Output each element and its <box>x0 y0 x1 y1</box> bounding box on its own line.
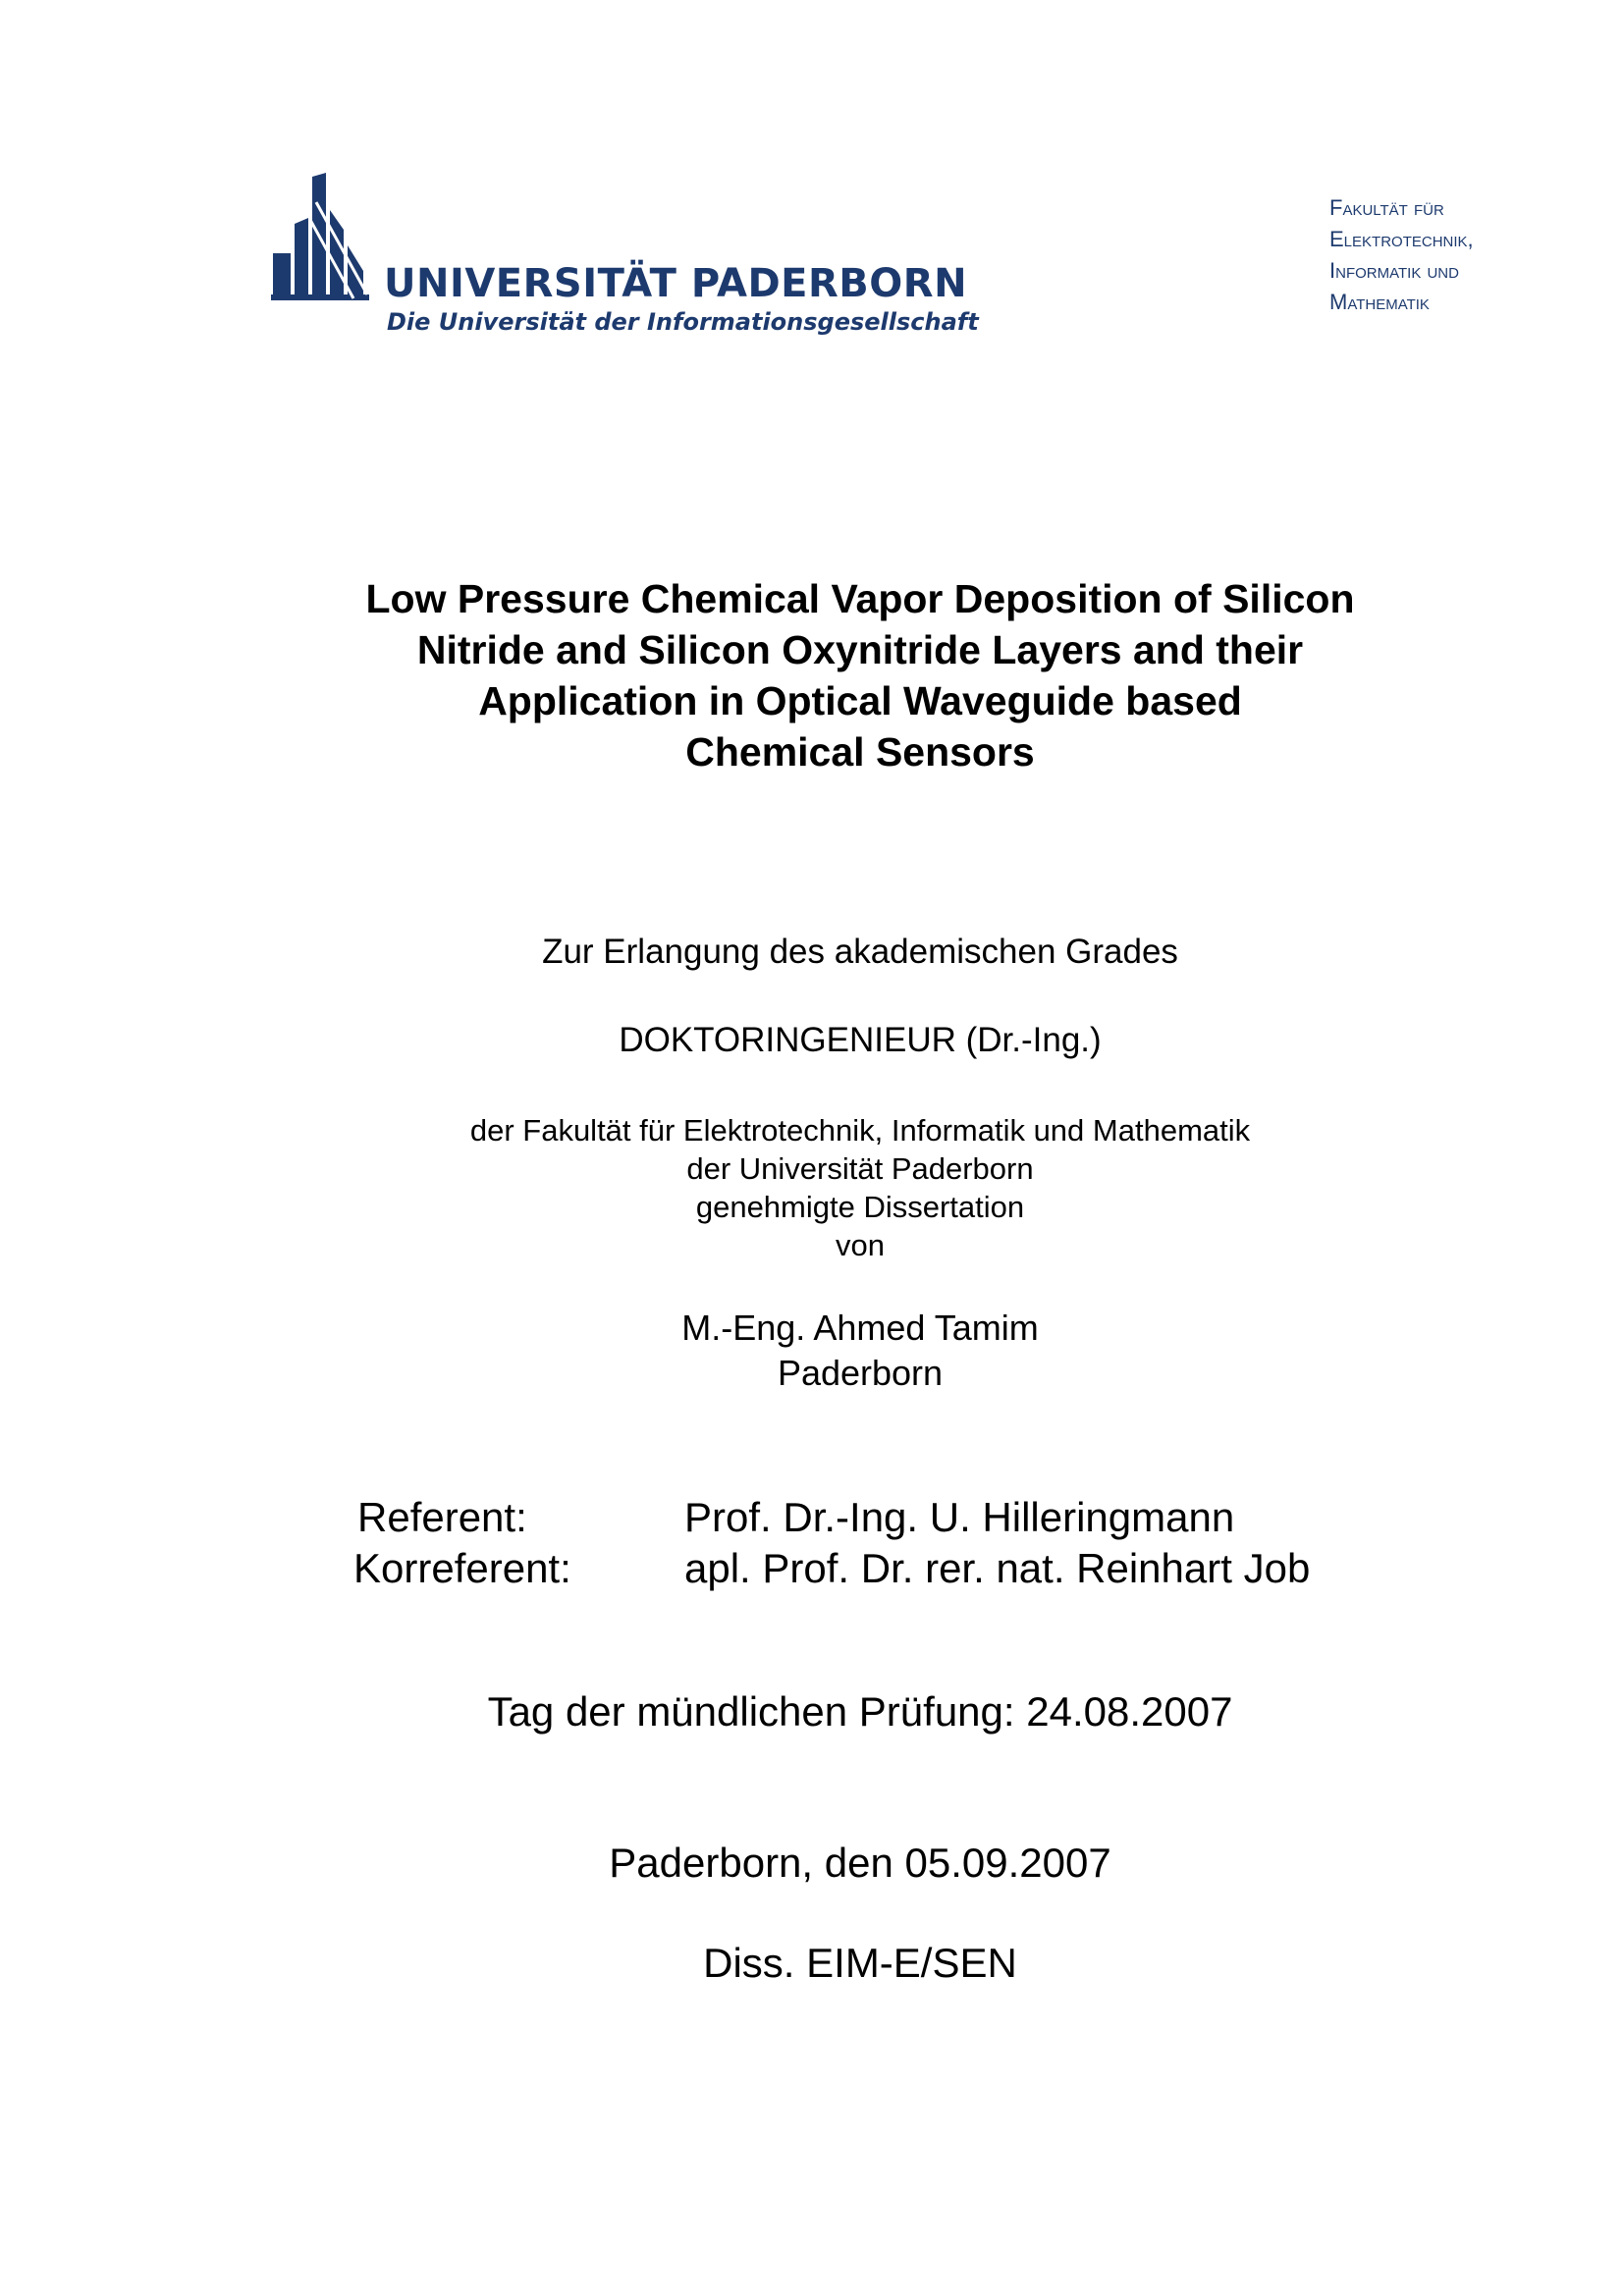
oral-exam-date: Tag der mündlichen Prüfung: 24.08.2007 <box>487 1688 1233 1735</box>
title-line: Low Pressure Chemical Vapor Deposition of Silicon <box>365 576 1355 621</box>
faculty-label <box>1329 192 1565 318</box>
approval-statement <box>271 1111 1449 1264</box>
approval-line: der Fakultät für Elektrotechnik, Informatik und Mathematik <box>469 1113 1251 1148</box>
approval-line: genehmigte Dissertation <box>695 1190 1025 1224</box>
faculty-line: Informatik und <box>1329 258 1459 283</box>
title-line: Chemical Sensors <box>685 729 1035 774</box>
faculty-line: Elektrotechnik, <box>1329 227 1474 251</box>
place-and-date: Paderborn, den 05.09.2007 <box>609 1840 1111 1886</box>
university-tagline: Die Universität der Informationsgesellschaft <box>387 308 979 336</box>
referee-role: Referent: <box>357 1494 527 1540</box>
title-line: Application in Optical Waveguide based <box>478 678 1242 723</box>
approval-line: der Universität Paderborn <box>686 1151 1034 1186</box>
referee-name: Prof. Dr.-Ing. U. Hilleringmann <box>684 1494 1235 1540</box>
referee-name: apl. Prof. Dr. rer. nat. Reinhart Job <box>684 1545 1311 1591</box>
dissertation-title <box>271 573 1449 777</box>
approval-line: von <box>836 1228 885 1262</box>
author-name: M.-Eng. Ahmed Tamim <box>681 1308 1039 1348</box>
faculty-line: Fakultät für <box>1329 195 1444 220</box>
title-line: Nitride and Silicon Oxynitride Layers and their <box>416 627 1304 672</box>
author-city: Paderborn <box>777 1353 944 1393</box>
university-name: UNIVERSITÄT PADERBORN <box>384 261 968 306</box>
university-logo <box>271 173 979 340</box>
referee-role: Korreferent: <box>353 1545 571 1591</box>
degree: DOKTORINGENIEUR (Dr.-Ing.) <box>619 1021 1102 1059</box>
paderborn-university-emblem-icon <box>271 173 369 300</box>
author-block <box>271 1306 1449 1396</box>
dissertation-id: Diss. EIM-E/SEN <box>703 1940 1017 1986</box>
faculty-line: Mathematik <box>1329 290 1430 314</box>
degree-intro: Zur Erlangung des akademischen Grades <box>542 933 1178 971</box>
